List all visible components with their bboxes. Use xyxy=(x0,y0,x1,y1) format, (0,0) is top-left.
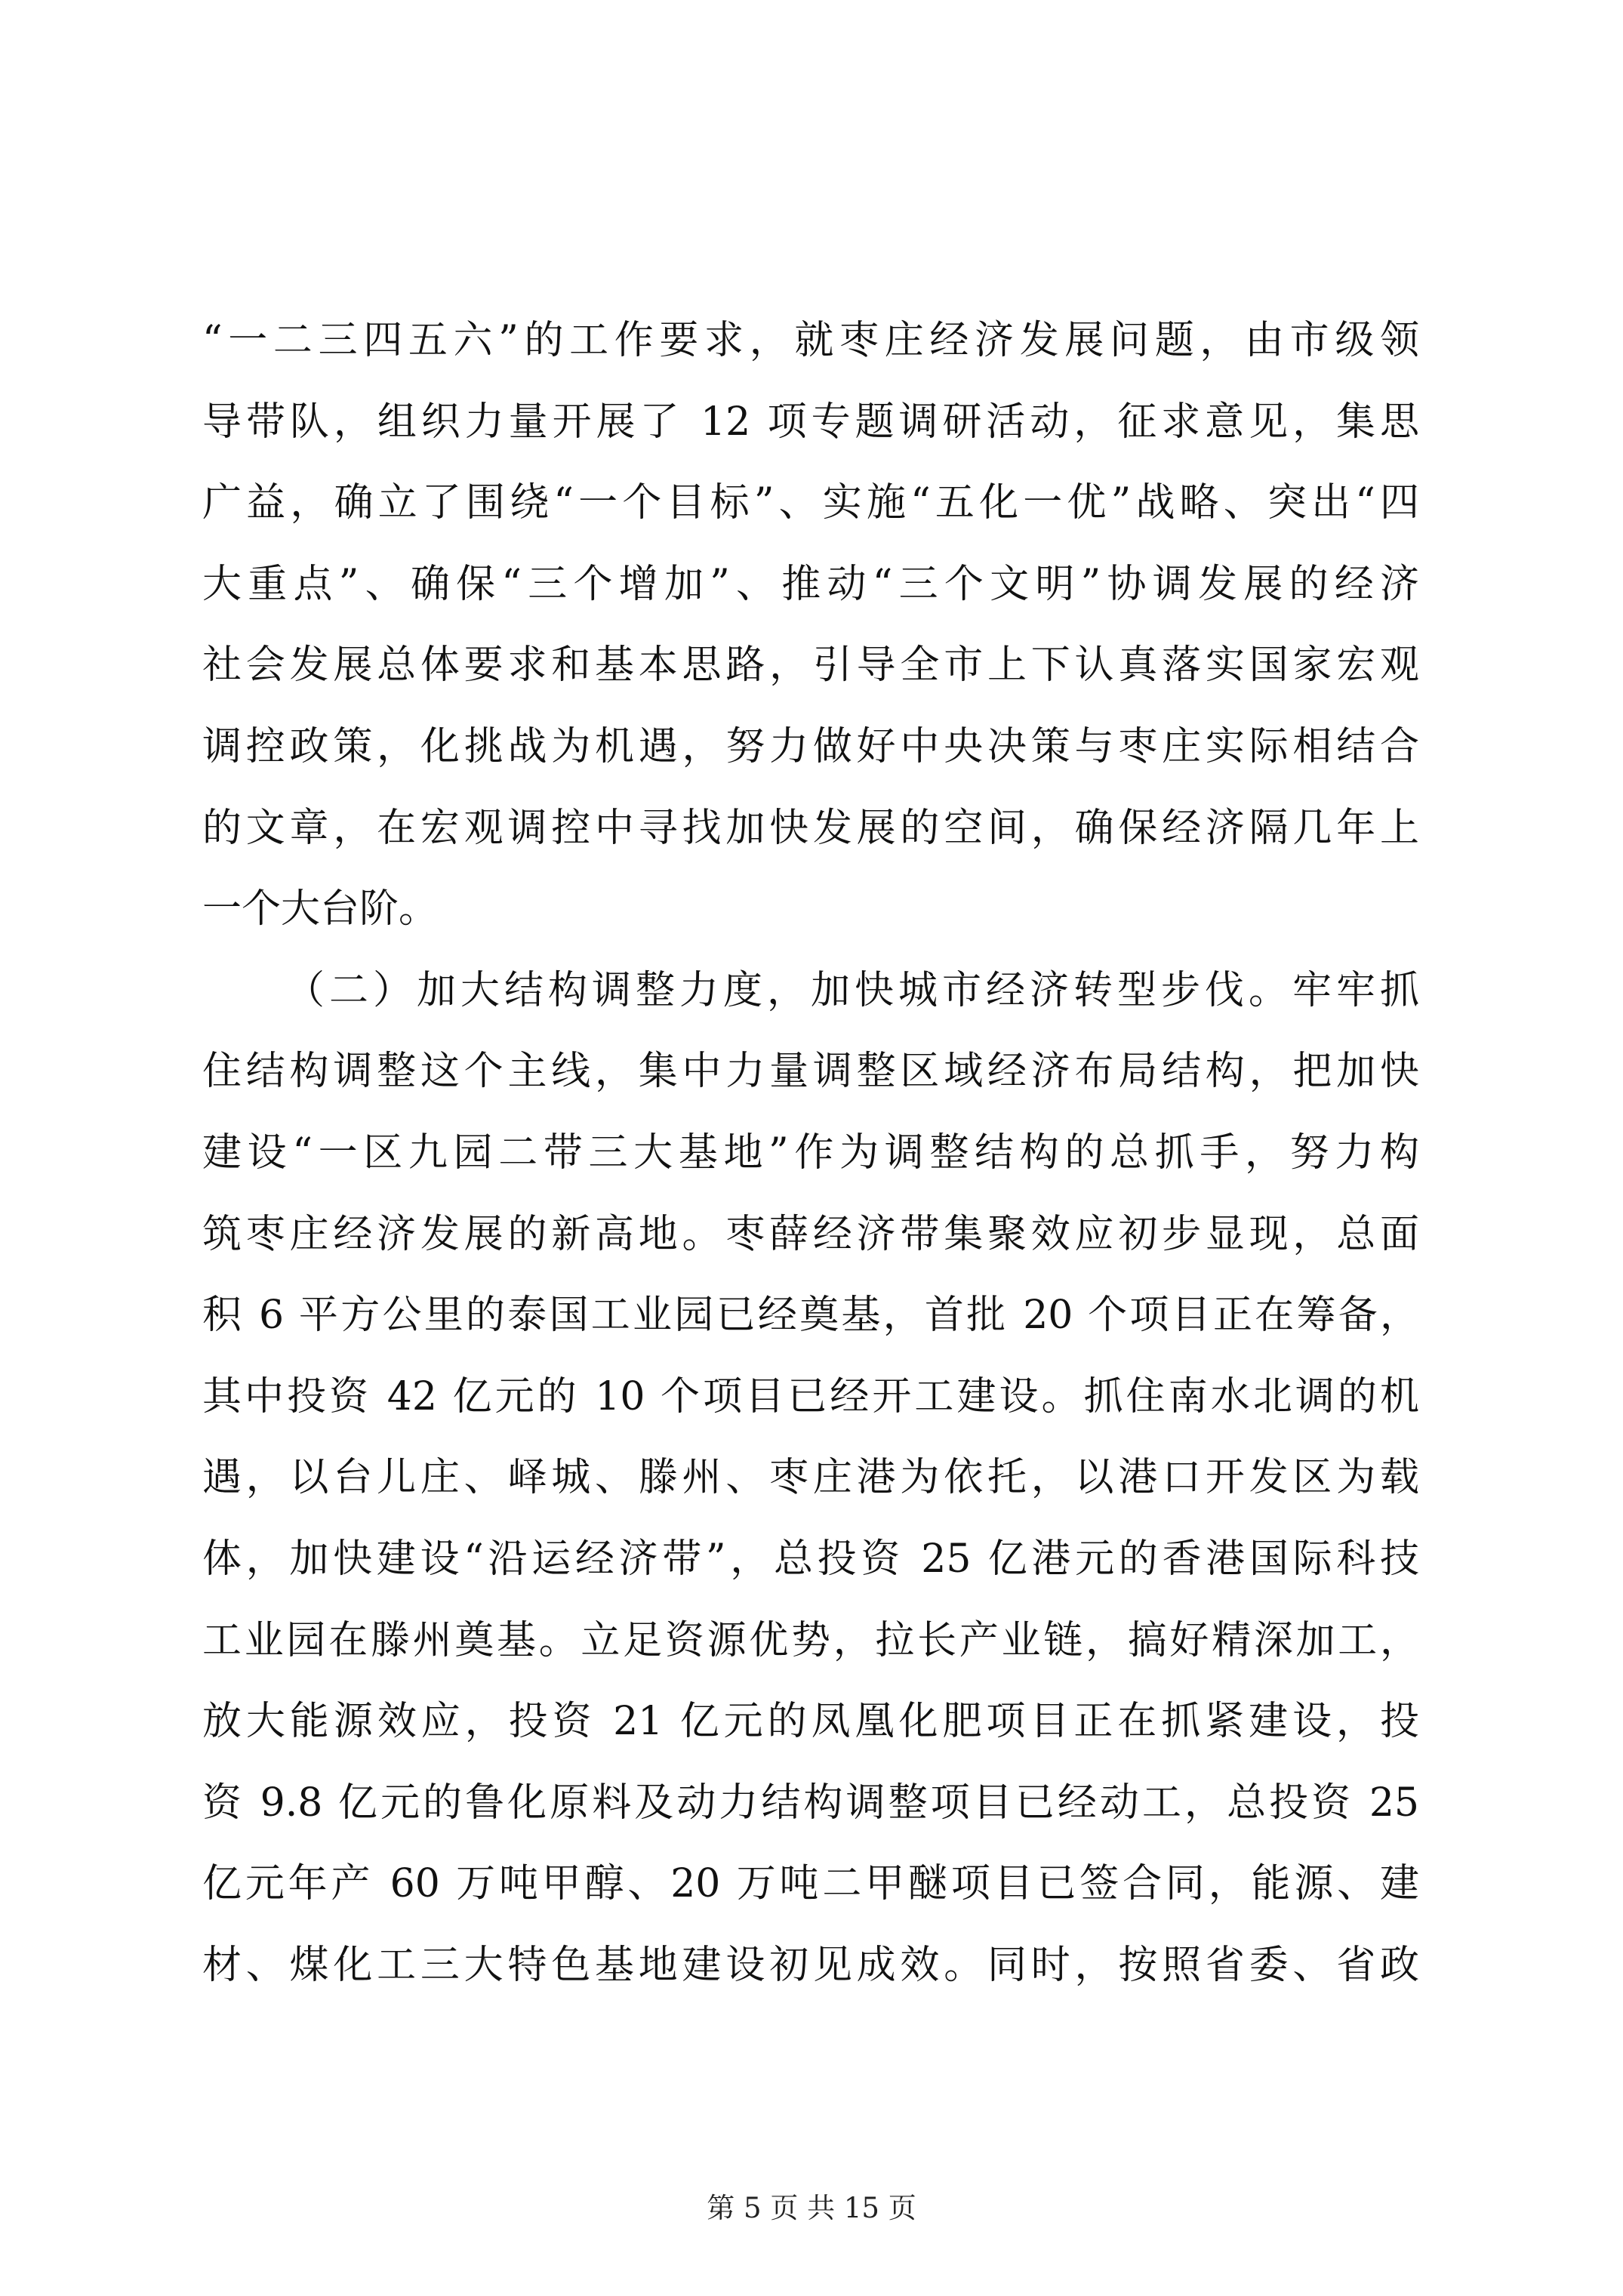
page-number-footer: 第 5 页 共 15 页 xyxy=(707,2192,916,2224)
document-body xyxy=(202,300,1419,2006)
text-line: 遇，以台儿庄、峄城、滕州、枣庄港为依托，以港口开发区为载 xyxy=(202,1455,1419,1501)
text-line: 其中投资 42 亿元的 10 个项目已经开工建设。抓住南水北调的机 xyxy=(202,1373,1419,1419)
text-line: “一二三四五六”的工作要求，就枣庄经济发展问题，由市级领 xyxy=(202,318,1419,363)
text-line: 工业园在滕州奠基。立足资源优势，拉长产业链，搞好精深加工， xyxy=(202,1617,1419,1663)
text-line: 筑枣庄经济发展的新高地。枣薛经济带集聚效应初步显现，总面 xyxy=(202,1211,1419,1257)
text-line: 放大能源效应，投资 21 亿元的凤凰化肥项目正在抓紧建设，投 xyxy=(202,1699,1419,1745)
text-line: 社会发展总体要求和基本思路，引导全市上下认真落实国家宏观 xyxy=(202,643,1419,689)
text-line: 材、煤化工三大特色基地建设初见成效。同时，按照省委、省政 xyxy=(202,1942,1419,1988)
text-line: 调控政策，化挑战为机遇，努力做好中央决策与枣庄实际相结合 xyxy=(202,723,1419,769)
section-heading-line: （二）加大结构调整力度，加快城市经济转型步伐。牢牢抓 xyxy=(285,967,1419,1013)
text-line: 大重点”、确保“三个增加”、推动“三个文明”协调发展的经济 xyxy=(202,561,1419,607)
text-line: 体，加快建设“沿运经济带”，总投资 25 亿港元的香港国际科技 xyxy=(202,1536,1419,1582)
text-line: 导带队，组织力量开展了 12 项专题调研活动，征求意见，集思 xyxy=(202,399,1419,445)
text-line: 住结构调整这个主线，集中力量调整区域经济布局结构，把加快 xyxy=(202,1049,1419,1095)
text-line: 亿元年产 60 万吨甲醇、20 万吨二甲醚项目已签合同，能源、建 xyxy=(202,1861,1419,1907)
text-line: 广益，确立了围绕“一个目标”、实施“五化一优”战略、突出“四 xyxy=(202,480,1419,526)
text-line: 一个大台阶。 xyxy=(202,886,439,932)
text-line: 积 6 平方公里的泰国工业园已经奠基，首批 20 个项目正在筹备， xyxy=(202,1293,1419,1339)
text-line: 资 9.8 亿元的鲁化原料及动力结构调整项目已经动工，总投资 25 xyxy=(202,1780,1419,1826)
text-line: 的文章，在宏观调控中寻找加快发展的空间，确保经济隔几年上 xyxy=(202,805,1419,851)
text-line: 建设“一区九园二带三大基地”作为调整结构的总抓手，努力构 xyxy=(202,1130,1419,1176)
